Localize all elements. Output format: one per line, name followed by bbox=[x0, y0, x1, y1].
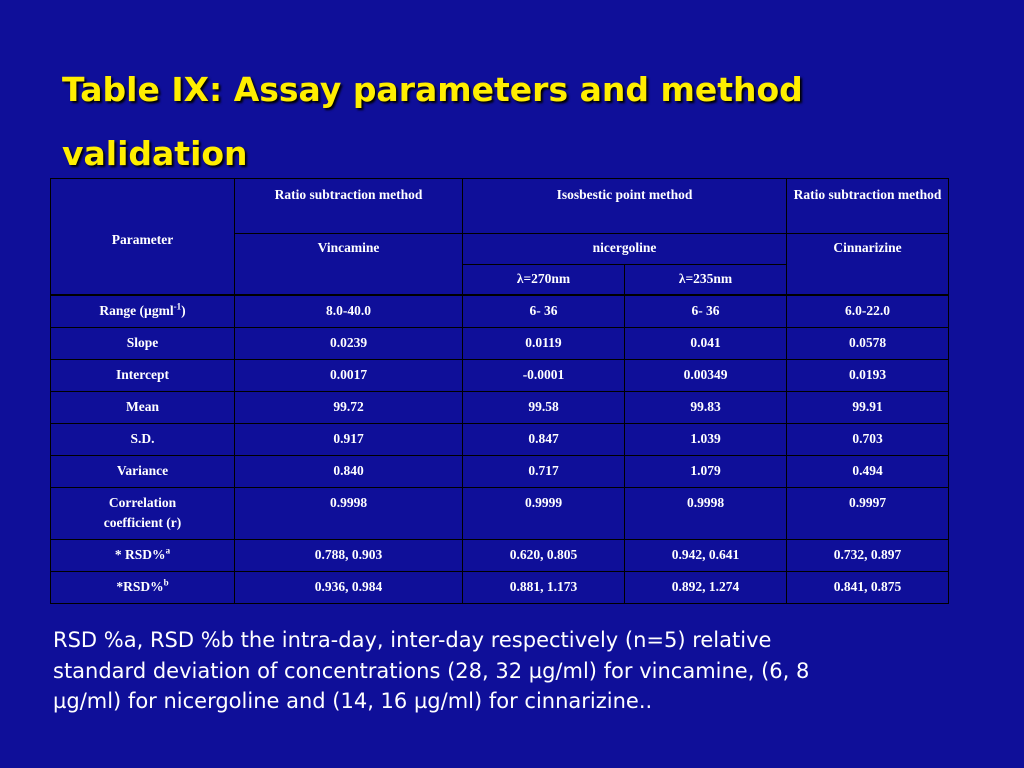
header-drug-nicergoline: nicergoline bbox=[463, 234, 787, 265]
row-label: S.D. bbox=[51, 424, 235, 456]
cell-value: 0.0119 bbox=[463, 328, 625, 360]
table-row-intercept bbox=[51, 360, 949, 392]
cell-value: 0.9997 bbox=[787, 488, 949, 540]
cell-value: 0.0017 bbox=[235, 360, 463, 392]
cell-value: 0.717 bbox=[463, 456, 625, 488]
cell-value: 0.0239 bbox=[235, 328, 463, 360]
row-label: * RSD%$^a$ bbox=[51, 540, 235, 572]
table-row-rsd-a bbox=[51, 540, 949, 572]
row-label: Correlation coefficient (r) bbox=[51, 488, 235, 540]
header-row-methods bbox=[51, 179, 949, 234]
cell-value: 0.840 bbox=[235, 456, 463, 488]
cell-value: 1.079 bbox=[625, 456, 787, 488]
cell-value: 0.942, 0.641 bbox=[625, 540, 787, 572]
row-label: Range (µgml$^{-1}$) bbox=[51, 295, 235, 328]
cell-value: 0.0193 bbox=[787, 360, 949, 392]
cell-value: 1.039 bbox=[625, 424, 787, 456]
cell-value: 0.9998 bbox=[235, 488, 463, 540]
table-row-rsd-b bbox=[51, 572, 949, 604]
assay-table bbox=[50, 178, 949, 604]
cell-value: -0.0001 bbox=[463, 360, 625, 392]
header-drug-vincamine: Vincamine bbox=[235, 234, 463, 296]
table-footnote: RSD %a, RSD %b the intra-day, inter-day respectively (n=5) relative standard deviation of concentrations (28, 32 µg/ml) for vincamine, (6, 8 µg/ml) for nicergoline and (14, 16 µg/ml) for cinnarizine.. bbox=[53, 628, 810, 713]
header-drug-cinnarizine: Cinnarizine bbox=[787, 234, 949, 296]
row-label: *RSD%$^b$ bbox=[51, 572, 235, 604]
cell-value: 0.917 bbox=[235, 424, 463, 456]
cell-value: 0.847 bbox=[463, 424, 625, 456]
cell-value: 0.703 bbox=[787, 424, 949, 456]
header-wavelength-270: λ=270nm bbox=[463, 265, 625, 296]
cell-value: 99.58 bbox=[463, 392, 625, 424]
table-row-range bbox=[51, 295, 949, 328]
cell-value: 0.881, 1.173 bbox=[463, 572, 625, 604]
cell-value: 6.0-22.0 bbox=[787, 295, 949, 328]
cell-value: 0.620, 0.805 bbox=[463, 540, 625, 572]
cell-value: 0.494 bbox=[787, 456, 949, 488]
table-row-variance bbox=[51, 456, 949, 488]
cell-value: 6- 36 bbox=[463, 295, 625, 328]
row-label: Variance bbox=[51, 456, 235, 488]
header-parameter: Parameter bbox=[51, 179, 235, 296]
row-label: Intercept bbox=[51, 360, 235, 392]
table-row-sd bbox=[51, 424, 949, 456]
cell-value: 0.00349 bbox=[625, 360, 787, 392]
slide-title: Table IX: Assay parameters and method validation bbox=[62, 70, 803, 173]
cell-value: 0.732, 0.897 bbox=[787, 540, 949, 572]
header-method-isosbestic: Isosbestic point method bbox=[463, 179, 787, 234]
cell-value: 99.72 bbox=[235, 392, 463, 424]
cell-value: 0.9999 bbox=[463, 488, 625, 540]
cell-value: 0.936, 0.984 bbox=[235, 572, 463, 604]
table-row-slope bbox=[51, 328, 949, 360]
cell-value: 8.0-40.0 bbox=[235, 295, 463, 328]
cell-value: 0.041 bbox=[625, 328, 787, 360]
header-method-ratio-subtraction-2: Ratio subtraction method bbox=[787, 179, 949, 234]
cell-value: 99.83 bbox=[625, 392, 787, 424]
table-row-correlation bbox=[51, 488, 949, 540]
cell-value: 0.9998 bbox=[625, 488, 787, 540]
cell-value: 0.0578 bbox=[787, 328, 949, 360]
row-label: Mean bbox=[51, 392, 235, 424]
cell-value: 99.91 bbox=[787, 392, 949, 424]
row-label: Slope bbox=[51, 328, 235, 360]
cell-value: 6- 36 bbox=[625, 295, 787, 328]
cell-value: 0.892, 1.274 bbox=[625, 572, 787, 604]
cell-value: 0.788, 0.903 bbox=[235, 540, 463, 572]
header-method-ratio-subtraction-1: Ratio subtraction method bbox=[235, 179, 463, 234]
header-wavelength-235: λ=235nm bbox=[625, 265, 787, 296]
cell-value: 0.841, 0.875 bbox=[787, 572, 949, 604]
table-row-mean bbox=[51, 392, 949, 424]
